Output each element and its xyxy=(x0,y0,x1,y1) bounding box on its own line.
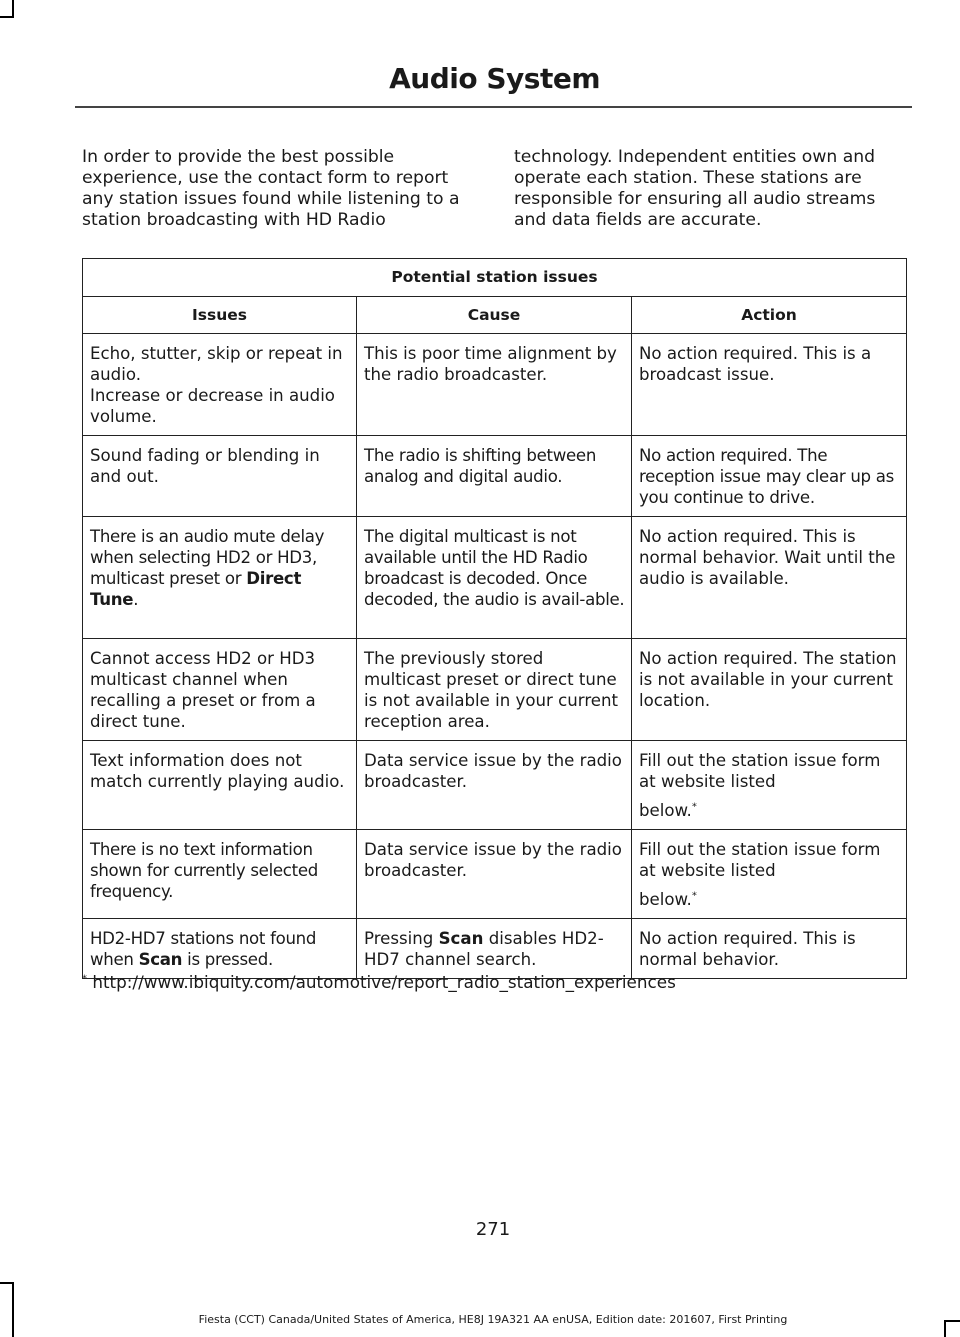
cause-text: disables HD2-HD7 channel search. xyxy=(364,929,604,969)
station-issues-table xyxy=(82,258,907,979)
print-info: Fiesta (CCT) Canada/United States of America, HE8J 19A321 AA enUSA, Edition date: 201607, First Printing xyxy=(198,1313,788,1326)
issue-cell: Sound fading or blending in and out. xyxy=(83,436,357,517)
action-cell: No action required. This is normal behavior. xyxy=(632,919,907,979)
scan-label: Scan xyxy=(438,929,484,948)
page-title: Audio System xyxy=(389,62,600,95)
column-header-issues: Issues xyxy=(83,297,357,334)
table-caption: Potential station issues xyxy=(83,259,907,297)
cause-cell: The previously stored multicast preset or direct tune is not available in your current reception area. xyxy=(357,639,632,741)
crop-mark-top-left-h xyxy=(0,16,14,18)
table-row xyxy=(83,517,907,639)
intro-text xyxy=(82,147,906,231)
action-cell xyxy=(632,830,907,919)
footnote-marker: * xyxy=(691,801,697,813)
cause-cell xyxy=(357,919,632,979)
issue-text: . xyxy=(133,590,139,609)
issue-cell: Text information does not match currently playing audio. xyxy=(83,741,357,830)
crop-mark-bottom-left-v xyxy=(12,1282,14,1337)
issue-text: HD2-HD7 stations not found when xyxy=(90,929,317,969)
action-text: Fill out the station issue form at website listed xyxy=(639,840,881,880)
issue-text: There is an audio mute delay when selecting HD2 or HD3, multicast preset or xyxy=(90,527,325,588)
issue-cell: Cannot access HD2 or HD3 multicast channel when recalling a preset or from a direct tune. xyxy=(83,639,357,741)
action-cell xyxy=(632,741,907,830)
issue-text: is pressed. xyxy=(182,950,273,969)
intro-right-column: technology. Independent entities own and operate each station. These stations are responsible for ensuring all audio streams and data fields are accurate. xyxy=(514,147,876,230)
table-row xyxy=(83,639,907,741)
issue-cell xyxy=(83,919,357,979)
table-row xyxy=(83,436,907,517)
issue-text: Echo, stutter, skip or repeat in audio. xyxy=(90,344,343,384)
table-row xyxy=(83,741,907,830)
issue-cell xyxy=(83,334,357,436)
action-text: below. xyxy=(639,801,692,820)
cause-cell: Data service issue by the radio broadcaster. xyxy=(357,830,632,919)
action-cell: No action required. The station is not available in your current location. xyxy=(632,639,907,741)
footnote-url: http://www.ibiquity.com/automotive/report_radio_station_experiences xyxy=(87,972,676,992)
scan-label: Scan xyxy=(138,950,183,969)
action-cell: No action required. This is normal behavior. Wait until the audio is available. xyxy=(632,517,907,639)
column-header-action: Action xyxy=(632,297,907,334)
table-row xyxy=(83,334,907,436)
intro-left-column: In order to provide the best possible experience, use the contact form to report any station issues found while listening to a station broadcasting with HD Radio xyxy=(82,147,460,230)
cause-cell: This is poor time alignment by the radio broadcaster. xyxy=(357,334,632,436)
table-row xyxy=(83,830,907,919)
issue-cell xyxy=(83,517,357,639)
footnote-marker: * xyxy=(82,973,87,985)
footnote-marker: * xyxy=(691,890,697,902)
cause-text: Pressing xyxy=(364,929,439,948)
action-cell: No action required. The reception issue may clear up as you continue to drive. xyxy=(632,436,907,517)
cause-cell: The radio is shifting between analog and digital audio. xyxy=(357,436,632,517)
page-number: 271 xyxy=(475,1219,511,1240)
issue-text: Increase or decrease in audio volume. xyxy=(90,386,335,426)
action-cell: No action required. This is a broadcast issue. xyxy=(632,334,907,436)
column-header-cause: Cause xyxy=(357,297,632,334)
table-row xyxy=(83,919,907,979)
direct-tune-label: Direct Tune xyxy=(90,569,302,609)
cause-cell: Data service issue by the radio broadcaster. xyxy=(357,741,632,830)
issue-cell: There is no text information shown for currently selected frequency. xyxy=(83,830,357,919)
header-divider xyxy=(75,106,912,108)
cause-cell: The digital multicast is not available until the HD Radio broadcast is decoded. Once decoded, the audio is avail-able. xyxy=(357,517,632,639)
action-text: Fill out the station issue form at website listed xyxy=(639,751,881,791)
action-text: below. xyxy=(639,890,692,909)
crop-mark-bottom-left-h xyxy=(0,1282,14,1284)
footnote xyxy=(82,972,912,993)
